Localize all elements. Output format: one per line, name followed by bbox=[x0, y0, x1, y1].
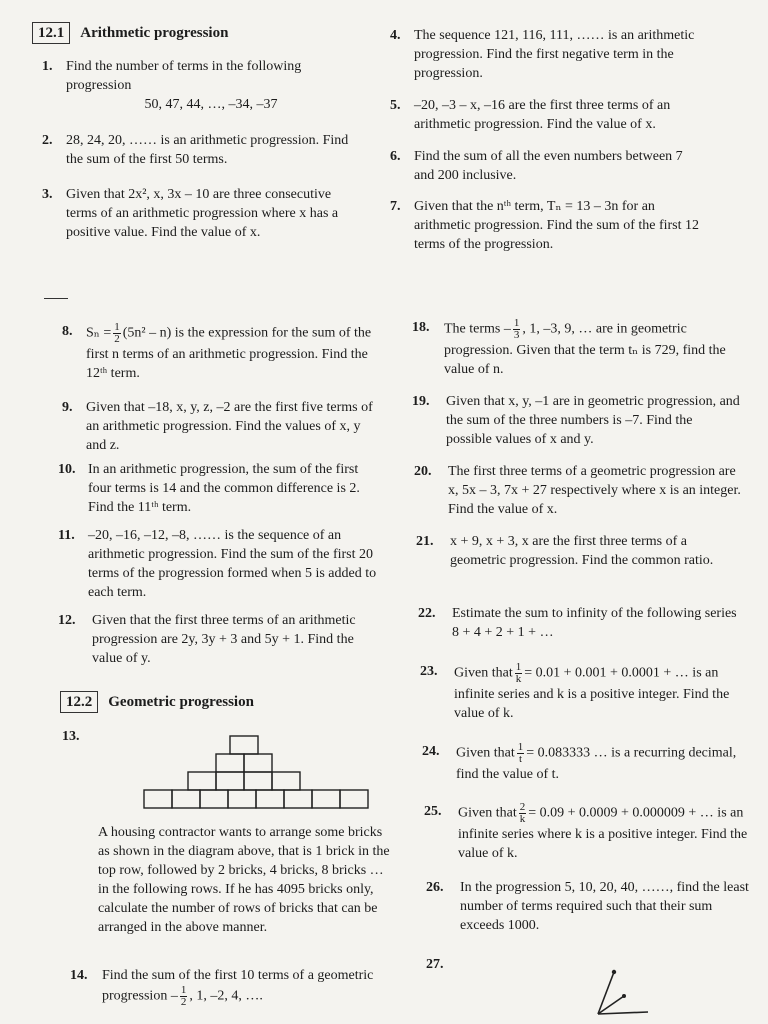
question-text: The first three terms of a geometric progression are x, 5x – 3, 7x + 27 respectively where x is an integer. Find the value of x. bbox=[448, 464, 741, 517]
question-text: In the progression 5, 10, 20, 40, ……, find the least number of terms required such that their sum exceeds 1000. bbox=[460, 880, 749, 933]
brick bbox=[272, 772, 300, 790]
brick bbox=[230, 736, 258, 754]
question-text bbox=[456, 742, 752, 784]
question-body: = 0.083333 … is a recurring decimal, find the value of t. bbox=[456, 745, 737, 782]
expression-lhs: Sₙ = bbox=[86, 325, 112, 341]
section-heading-arithmetic bbox=[32, 22, 228, 44]
question-body: Find the sum of the first 10 terms of a geometric progression – bbox=[102, 968, 374, 1004]
question-text bbox=[86, 322, 378, 383]
question-text bbox=[458, 802, 754, 863]
question-number: 11. bbox=[58, 528, 75, 543]
brick bbox=[216, 754, 244, 772]
brick bbox=[244, 772, 272, 790]
brick bbox=[216, 772, 244, 790]
question-number: 6. bbox=[390, 149, 401, 164]
fraction: $\frac{1}{2}$ bbox=[114, 321, 120, 345]
question-number: 8. bbox=[62, 324, 73, 339]
question-number: 13. bbox=[62, 729, 80, 744]
question-text: 28, 24, 20, …… is an arithmetic progression. Find the sum of the first 50 terms. bbox=[66, 133, 349, 167]
brick bbox=[188, 772, 216, 790]
question-text: Given that the first three terms of an arithmetic progression are 2y, 3y + 3 and 5y + 1. Find the value of y. bbox=[92, 613, 356, 666]
section-title: Arithmetic progression bbox=[80, 24, 229, 41]
question-number: 24. bbox=[422, 744, 440, 759]
question-number: 18. bbox=[412, 320, 430, 335]
brick bbox=[312, 790, 340, 808]
brick bbox=[200, 790, 228, 808]
question-number: 14. bbox=[70, 968, 88, 983]
question-text bbox=[444, 318, 740, 379]
brick bbox=[244, 754, 272, 772]
brick-pyramid-diagram bbox=[140, 734, 380, 814]
question-text: Given that the nᵗʰ term, Tₙ = 13 – 3n for an arithmetic progression. Find the sum of the first 12 terms of the progression. bbox=[414, 199, 700, 252]
section-number: 12.2 bbox=[60, 691, 98, 713]
question-text: Given that x, y, –1 are in geometric progression, and the sum of the three numbers is –7. Find the possible values of x and y. bbox=[446, 394, 740, 447]
question-number: 10. bbox=[58, 462, 76, 477]
brick bbox=[256, 790, 284, 808]
angle-diagram bbox=[592, 966, 652, 1018]
question-text: –20, –16, –12, –8, …… is the sequence of an arithmetic progression. Find the sum of the first 20 terms of the progression formed when 5 is added to each term. bbox=[88, 528, 377, 600]
question-text: Find the sum of all the even numbers between 7 and 200 inclusive. bbox=[414, 149, 683, 183]
question-number: 25. bbox=[424, 804, 442, 819]
question-body: (5n² – n) is the expression for the sum of the first n terms of an arithmetic progression. Find the 12ᵗʰ term. bbox=[86, 325, 372, 381]
question-text: x + 9, x + 3, x are the first three terms of a geometric progression. Find the common ratio. bbox=[450, 534, 714, 568]
question-number: 26. bbox=[426, 880, 444, 895]
question-number: 9. bbox=[62, 400, 73, 415]
question-lead: Given that bbox=[458, 805, 517, 821]
question-text: Given that 2x², x, 3x – 10 are three consecutive terms of an arithmetic progression where x has a positive value. Find the value of x. bbox=[66, 187, 339, 240]
question-number: 7. bbox=[390, 199, 401, 214]
question-tail: , 1, –2, 4, …. bbox=[189, 988, 263, 1004]
question-number: 21. bbox=[416, 534, 434, 549]
question-number: 23. bbox=[420, 664, 438, 679]
question-number: 22. bbox=[418, 606, 436, 621]
question-number: 20. bbox=[414, 464, 432, 479]
brick bbox=[340, 790, 368, 808]
question-text bbox=[102, 966, 398, 1008]
divider-mark bbox=[44, 298, 68, 299]
question-text: A housing contractor wants to arrange some bricks as shown in the diagram above, that is 1 brick in the top row, followed by 2 bricks, 4 bricks, 8 bricks … in the following rows. If he has 4095 bricks only, calculate the number of rows of bricks that can be arranged in the above manner. bbox=[98, 825, 390, 935]
question-text: Find the number of terms in the following progression bbox=[66, 59, 302, 93]
fraction: $\frac{1}{t}$ bbox=[517, 741, 524, 765]
fraction: $\frac{1}{3}$ bbox=[513, 317, 520, 341]
question-number: 19. bbox=[412, 394, 430, 409]
brick bbox=[284, 790, 312, 808]
question-number: 1. bbox=[42, 59, 53, 74]
question-body: = 0.09 + 0.0009 + 0.000009 + … is an infinite series where k is a positive integer. Find the value of k. bbox=[458, 805, 748, 861]
question-lead: The terms – bbox=[444, 321, 511, 337]
sequence: 50, 47, 44, …, –34, –37 bbox=[144, 97, 278, 112]
brick bbox=[228, 790, 256, 808]
section-title: Geometric progression bbox=[108, 693, 254, 710]
question-number: 27. bbox=[426, 957, 444, 972]
question-text: Given that –18, x, y, z, –2 are the first five terms of an arithmetic progression. Find the values of x, y and z. bbox=[86, 400, 373, 453]
brick bbox=[172, 790, 200, 808]
question-body: = 0.01 + 0.001 + 0.0001 + … is an infinite series and k is a positive integer. Find the value of k. bbox=[454, 665, 730, 721]
question-number: 12. bbox=[58, 613, 76, 628]
question-number: 4. bbox=[390, 28, 401, 43]
question-text: –20, –3 – x, –16 are the first three terms of an arithmetic progression. Find the value of x. bbox=[414, 98, 671, 132]
question-text bbox=[454, 662, 750, 723]
question-number: 5. bbox=[390, 98, 401, 113]
question-text: Estimate the sum to infinity of the following series 8 + 4 + 2 + 1 + … bbox=[452, 606, 737, 640]
fraction: $\frac{1}{k}$ bbox=[515, 661, 522, 685]
section-number: 12.1 bbox=[32, 22, 70, 44]
question-lead: Given that bbox=[454, 665, 513, 681]
question-number: 2. bbox=[42, 133, 53, 148]
question-body: , 1, –3, 9, … are in geometric progression. Given that the term tₙ is 729, find the value of n. bbox=[444, 321, 726, 377]
fraction: $\frac{1}{2}$ bbox=[180, 984, 187, 1008]
question-13-text bbox=[98, 823, 396, 937]
section-heading-geometric bbox=[60, 691, 254, 713]
brick bbox=[144, 790, 172, 808]
question-text: The sequence 121, 116, 111, …… is an arithmetic progression. Find the first negative term in the progression. bbox=[414, 28, 695, 81]
question-number: 3. bbox=[42, 187, 53, 202]
question-lead: Given that bbox=[456, 745, 515, 761]
question-text: In an arithmetic progression, the sum of the first four terms is 14 and the common difference is 2. Find the 11ᵗʰ term. bbox=[88, 462, 360, 515]
fraction: $\frac{2}{k}$ bbox=[519, 801, 526, 825]
